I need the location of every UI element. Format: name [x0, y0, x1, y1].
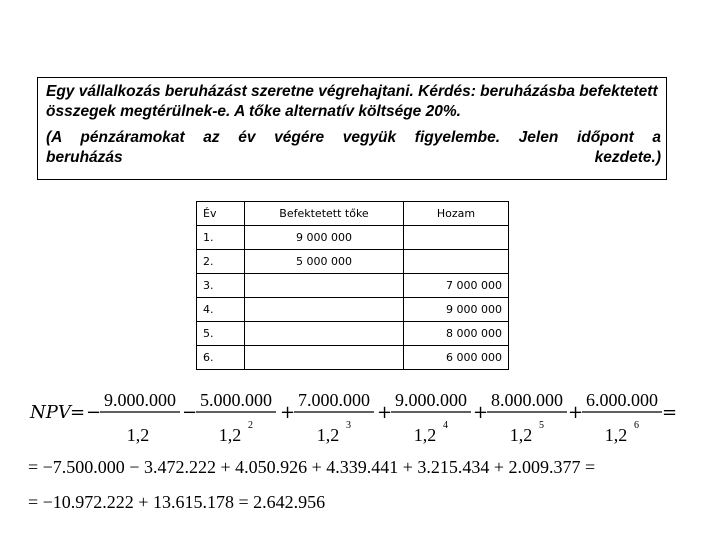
- header-invested-capital: Befektetett tőke: [245, 202, 404, 226]
- term-sign: −: [86, 402, 102, 423]
- year-cell: 1.: [197, 226, 245, 250]
- term-sign: +: [568, 402, 584, 423]
- return-cell: 9 000 000: [404, 298, 509, 322]
- term-exponent: 5: [539, 420, 544, 431]
- return-cell: 6 000 000: [404, 346, 509, 370]
- term-exponent: 3: [346, 420, 351, 431]
- term-numerator: 9.000.000: [395, 390, 467, 410]
- term-sign: +: [280, 402, 296, 423]
- header-return: Hozam: [404, 202, 509, 226]
- term-sign: +: [377, 402, 393, 423]
- return-cell: 8 000 000: [404, 322, 509, 346]
- term-denominator: 1,2: [604, 425, 628, 445]
- npv-terms: [86, 390, 662, 445]
- term-numerator: 8.000.000: [491, 390, 563, 410]
- npv-label: NPV: [30, 402, 71, 423]
- npv-line3: = −10.972.222 + 13.615.178 = 2.642.956: [28, 492, 326, 512]
- npv-line2: = −7.500.000 − 3.472.222 + 4.050.926 + 4.339.441 + 3.215.434 + 2.009.377 =: [28, 457, 596, 477]
- term-exponent: 6: [634, 420, 639, 431]
- term-exponent: 2: [248, 420, 253, 431]
- term-denominator: 1,2: [218, 425, 242, 445]
- year-cell: 6.: [197, 346, 245, 370]
- term-sign: +: [473, 402, 489, 423]
- term-numerator: 6.000.000: [586, 390, 658, 410]
- year-cell: 5.: [197, 322, 245, 346]
- term-sign: −: [182, 402, 198, 423]
- term-denominator: 1,2: [509, 425, 533, 445]
- term-exponent: 4: [443, 420, 448, 431]
- npv-trailing-equals: =: [662, 402, 678, 423]
- year-cell: 3.: [197, 274, 245, 298]
- year-cell: 2.: [197, 250, 245, 274]
- term-numerator: 5.000.000: [200, 390, 272, 410]
- header-year: Év: [197, 202, 245, 226]
- term-numerator: 7.000.000: [298, 390, 370, 410]
- problem-text: Egy vállalkozás beruházást szeretne végrehajtani. Kérdés: beruházásba befektetett összegek megtérülnek-e. A tőke alternatív költsége 20%.: [46, 83, 658, 120]
- capital-cell: 5 000 000: [245, 250, 404, 274]
- term-numerator: 9.000.000: [104, 390, 176, 410]
- term-denominator: 1,2: [413, 425, 437, 445]
- return-cell: 7 000 000: [404, 274, 509, 298]
- term-denominator: 1,2: [316, 425, 340, 445]
- note-text-line2: beruházás kezdete.): [46, 149, 661, 166]
- npv-equals: =: [70, 402, 86, 423]
- term-denominator: 1,2: [126, 425, 150, 445]
- year-cell: 4.: [197, 298, 245, 322]
- note-text-line1: (A pénzáramokat az év végére vegyük figyelembe. Jelen időpont a: [46, 129, 661, 146]
- capital-cell: 9 000 000: [245, 226, 404, 250]
